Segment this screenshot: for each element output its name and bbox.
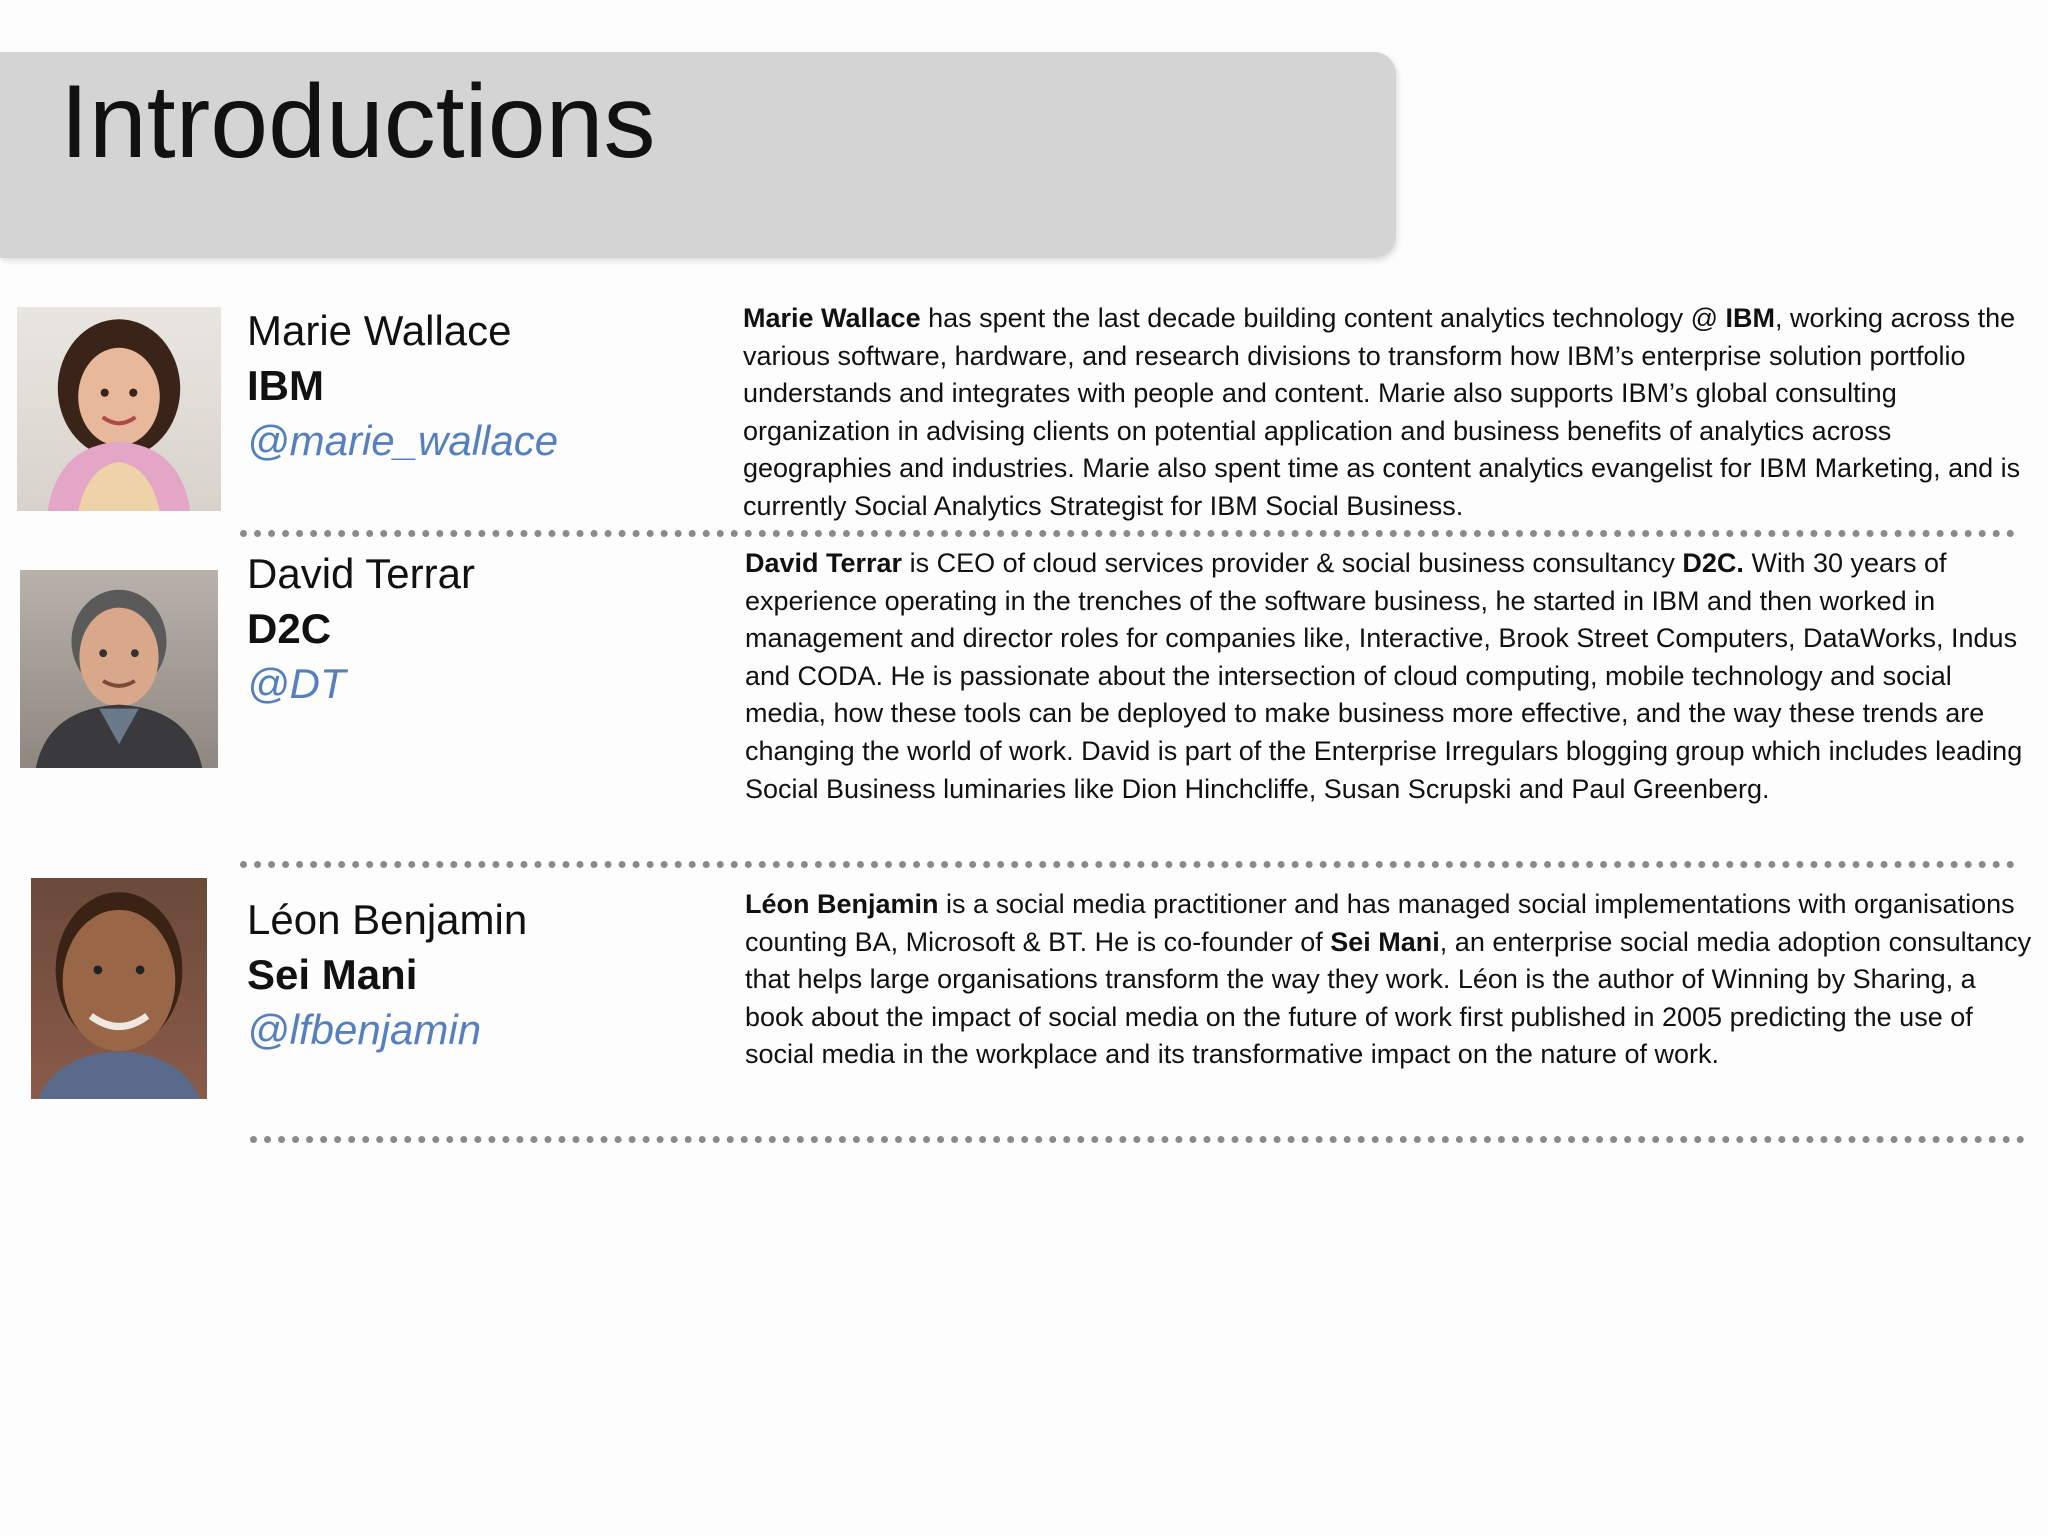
person-handle-link[interactable]: @lfbenjamin (247, 1006, 482, 1053)
bio-org: IBM (1725, 303, 1776, 333)
divider (250, 1136, 2025, 1143)
person-photo-icon (31, 878, 207, 1099)
bio-name: Marie Wallace (743, 303, 921, 333)
person-org: D2C (247, 605, 332, 652)
bio-name: Léon Benjamin (745, 889, 939, 919)
bio-text: is a social media practitioner and has managed social implementations with organisations counting BA, Microsoft & BT. He is co-founder of (745, 889, 2015, 957)
person-bio (743, 300, 2033, 526)
person-name: David Terrar (247, 550, 475, 597)
person-card-marie-wallace (247, 303, 558, 468)
bio-text: has spent the last decade building content analytics technology @ (920, 303, 1726, 333)
page-title: Introductions (60, 64, 656, 180)
bio-name: David Terrar (745, 548, 903, 578)
person-card-david-terrar (247, 546, 475, 711)
person-photo-icon (17, 307, 221, 511)
divider (240, 530, 2015, 537)
bio-text: , an enterprise social media adoption consultancy that helps large organisations transform the way they work. Léon is the author of Winning by Sharing, a book about the impact of social media on the future of work first published in 2005 predicting the use of social media in the workplace and its transformative impact on the nature of work. (745, 926, 2032, 1070)
person-name: Marie Wallace (247, 307, 512, 354)
bio-text: With 30 years of experience operating in the trenches of the software business, he started in IBM and then worked in management and director roles for companies like, Interactive, Brook Street Computers, DataWorks, Indus and CODA. He is passionate about the intersection of cloud computing, mobile technology and social media, how these tools can be deployed to make business more effective, and the way these trends are changing the world of work. David is part of the Enterprise Irregulars blogging group which includes leading Social Business luminaries like Dion Hinchcliffe, Susan Scrupski and Paul Greenberg. (745, 548, 2023, 804)
person-org: Sei Mani (247, 951, 418, 998)
person-bio (745, 545, 2035, 808)
avatar-leon-benjamin (31, 878, 207, 1099)
person-card-leon-benjamin (247, 892, 527, 1057)
person-name: Léon Benjamin (247, 896, 528, 943)
avatar-david-terrar (20, 570, 218, 768)
bio-org: D2C. (1682, 548, 1744, 578)
bio-text: , working across the various software, hardware, and research divisions to transform how IBM’s enterprise solution portfolio understands and integrates with people and content. Marie also supports IBM’s global consulting organization in advising clients on potential application and business benefits of analytics across geographies and industries. Marie also spent time as content analytics evangelist for IBM Marketing, and is currently Social Analytics Strategist for IBM Social Business. (743, 303, 2021, 521)
divider (240, 861, 2015, 868)
person-handle-link[interactable]: @marie_wallace (247, 417, 559, 464)
person-bio (745, 886, 2035, 1074)
person-handle-link[interactable]: @DT (247, 660, 346, 707)
person-photo-icon (20, 570, 218, 768)
avatar-marie-wallace (17, 307, 221, 511)
bio-text: is CEO of cloud services provider & social business consultancy (902, 548, 1683, 578)
bio-org: Sei Mani (1330, 926, 1440, 957)
person-org: IBM (247, 362, 324, 409)
